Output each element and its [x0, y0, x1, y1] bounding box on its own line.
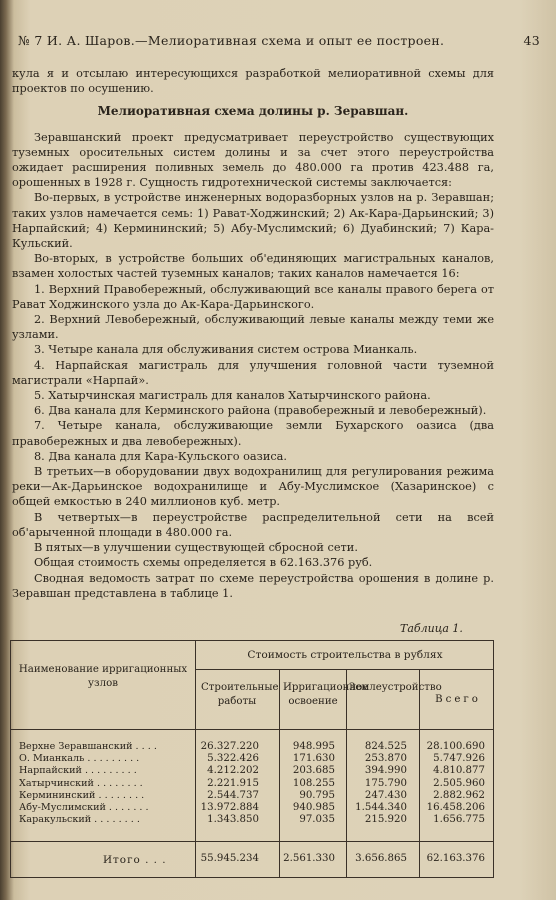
- table-row-label: О. Мианкаль . . . . . . . . .: [19, 753, 140, 765]
- table-row-label: Кермининский . . . . . . . .: [19, 789, 145, 801]
- table-cell: 940.985: [292, 802, 335, 813]
- list-item: 6. Два канала для Керминского района (правобережный и левобережный).: [34, 404, 487, 418]
- total-irrigation: 2.561.330: [283, 853, 335, 864]
- table-cell: 13.972.884: [200, 802, 259, 813]
- column-header-irrigation: Ирригационное освоение: [283, 682, 369, 707]
- column-header-nodes: Наименование ирригационных узлов: [18, 664, 188, 689]
- list-item: 7. Четыре канала, обслуживающие земли Бухарского оазиса (два правобережных и два левобережных).: [12, 419, 494, 448]
- paragraph: В пятых—в улучшении существующей сбросной сети.: [34, 541, 358, 555]
- column-header-construction: Строительные работы: [201, 682, 279, 707]
- table-cell: 4.810.877: [433, 765, 485, 777]
- table-divider: [11, 729, 493, 730]
- table-row-label: Хатырчинский . . . . . . . .: [19, 777, 143, 789]
- paragraph: Общая стоимость схемы определяется в 62.163.376 руб.: [34, 556, 373, 570]
- paragraph: кула я и отсылаю интересующихся разработкой мелиоративной схемы для проектов по осушению.: [12, 67, 494, 96]
- table-cell: 2.544.737: [207, 789, 259, 801]
- table-cell: 171.630: [292, 753, 335, 765]
- cost-table: [10, 640, 494, 878]
- group-header: Стоимость строительства в рублях: [247, 649, 443, 661]
- table-cell: 824.525: [364, 741, 407, 752]
- table-row-label: Абу-Муслимский . . . . . . .: [19, 802, 149, 813]
- paragraph: В третьих—в оборудовании двух водохранилищ для регулирования режима реки—Ак-Дарьинское водохранилище и Абу-Муслимское (Хазаринское) с общей емкостью в 240 миллионов куб. метр.: [12, 465, 494, 509]
- table-cell: 175.790: [364, 777, 407, 789]
- table-divider: [195, 669, 493, 670]
- table-cell: 26.327.220: [200, 741, 259, 752]
- page-number: 43: [523, 33, 540, 48]
- section-title: Мелиоративная схема долины р. Зеравшан.: [97, 104, 409, 119]
- table-cell: 5.747.926: [433, 753, 485, 765]
- total-construction: 55.945.234: [200, 853, 259, 864]
- list-item: 3. Четыре канала для обслуживания систем острова Мианкаль.: [34, 343, 418, 357]
- table-divider: [279, 669, 280, 877]
- body-text: [12, 66, 494, 601]
- running-header: [18, 33, 540, 48]
- total-sum: 62.163.376: [426, 853, 485, 864]
- table-row-label: Верхне Зеравшанский . . . .: [19, 741, 157, 752]
- table-cell: 1.656.775: [433, 814, 485, 826]
- list-item: 5. Хатырчинская магистраль для каналов Хатырчинского района.: [34, 389, 431, 403]
- table-cell: 90.795: [299, 789, 335, 801]
- table-cell: 948.995: [292, 741, 335, 752]
- paragraph: В четвертых—в переустройстве распределительной сети на всей об'арыченной площади в 480.000 га.: [12, 510, 494, 539]
- table-cell: 4.212.202: [207, 765, 259, 777]
- column-header-total: Всего: [435, 694, 481, 705]
- table-divider: [11, 841, 493, 842]
- paragraph: Во-первых, в устройстве инженерных водоразборных узлов на р. Зеравшан; таких узлов намечается семь: 1) Рават-Ходжинский; 2) Ак-Кара-Дарьинский; 3) Нарпайский; 4) Кермининский; 5) Абу-Муслимский; 6) Дуабинский; 7) Кара-Кульский.: [12, 191, 494, 251]
- total-label: Итого . . .: [103, 854, 167, 866]
- table-cell: 97.035: [299, 814, 335, 826]
- table-cell: 2.221.915: [207, 777, 259, 789]
- table-label: Таблица 1.: [400, 622, 463, 635]
- list-item: 2. Верхний Левобережный, обслуживающий левые каналы между теми же узлами.: [12, 313, 494, 342]
- table-cell: 108.255: [292, 777, 335, 789]
- table-divider: [419, 669, 420, 877]
- list-item: 8. Два канала для Кара-Кульского оазиса.: [34, 449, 288, 463]
- table-row-label: Каракульский . . . . . . . .: [19, 814, 140, 826]
- header-title: № 7 И. А. Шаров.—Мелиоративная схема и опыт ее построен.: [18, 33, 445, 48]
- total-land: 3.656.865: [355, 853, 407, 864]
- paragraph: Сводная ведомость затрат по схеме переустройства орошения в долине р. Зеравшан представлена в таблице 1.: [12, 571, 494, 600]
- table-cell: 394.990: [364, 765, 407, 777]
- table-cell: 1.343.850: [207, 814, 259, 826]
- table-cell: 215.920: [364, 814, 407, 826]
- table-row-label: Нарпайский . . . . . . . . .: [19, 765, 137, 777]
- table-cell: 16.458.206: [426, 802, 485, 813]
- table-cell: 1.544.340: [355, 802, 407, 813]
- table-cell: 253.870: [364, 753, 407, 765]
- table-cell: 2.882.962: [433, 789, 485, 801]
- list-item: 1. Верхний Правобережный, обслуживающий все каналы правого берега от Рават Ходжинского узла до Ак-Кара-Дарьинского.: [12, 282, 494, 311]
- column-header-land: Землеустройство: [349, 682, 442, 693]
- table-cell: 28.100.690: [426, 741, 485, 752]
- paragraph: Зеравшанский проект предусматривает переустройство существующих туземных оросительных систем долины и за счет этого переустройства ожидает расширения поливных земель до 480.000 га против 423.488 га, орошенных в 1928 г. Сущность гидротехнической системы заключается:: [12, 130, 494, 190]
- table-divider: [346, 669, 347, 877]
- list-item: 4. Нарпайская магистраль для улучшения головной части туземной магистрали «Нарпай».: [12, 358, 494, 387]
- table-cell: 5.322.426: [207, 753, 259, 765]
- table-cell: 203.685: [292, 765, 335, 777]
- table-cell: 247.430: [364, 789, 407, 801]
- paragraph: Во-вторых, в устройстве больших об'единяющих магистральных каналов, взамен холостых частей туземных каналов; таких каналов намечается 16:: [12, 252, 494, 281]
- table-cell: 2.505.960: [433, 777, 485, 789]
